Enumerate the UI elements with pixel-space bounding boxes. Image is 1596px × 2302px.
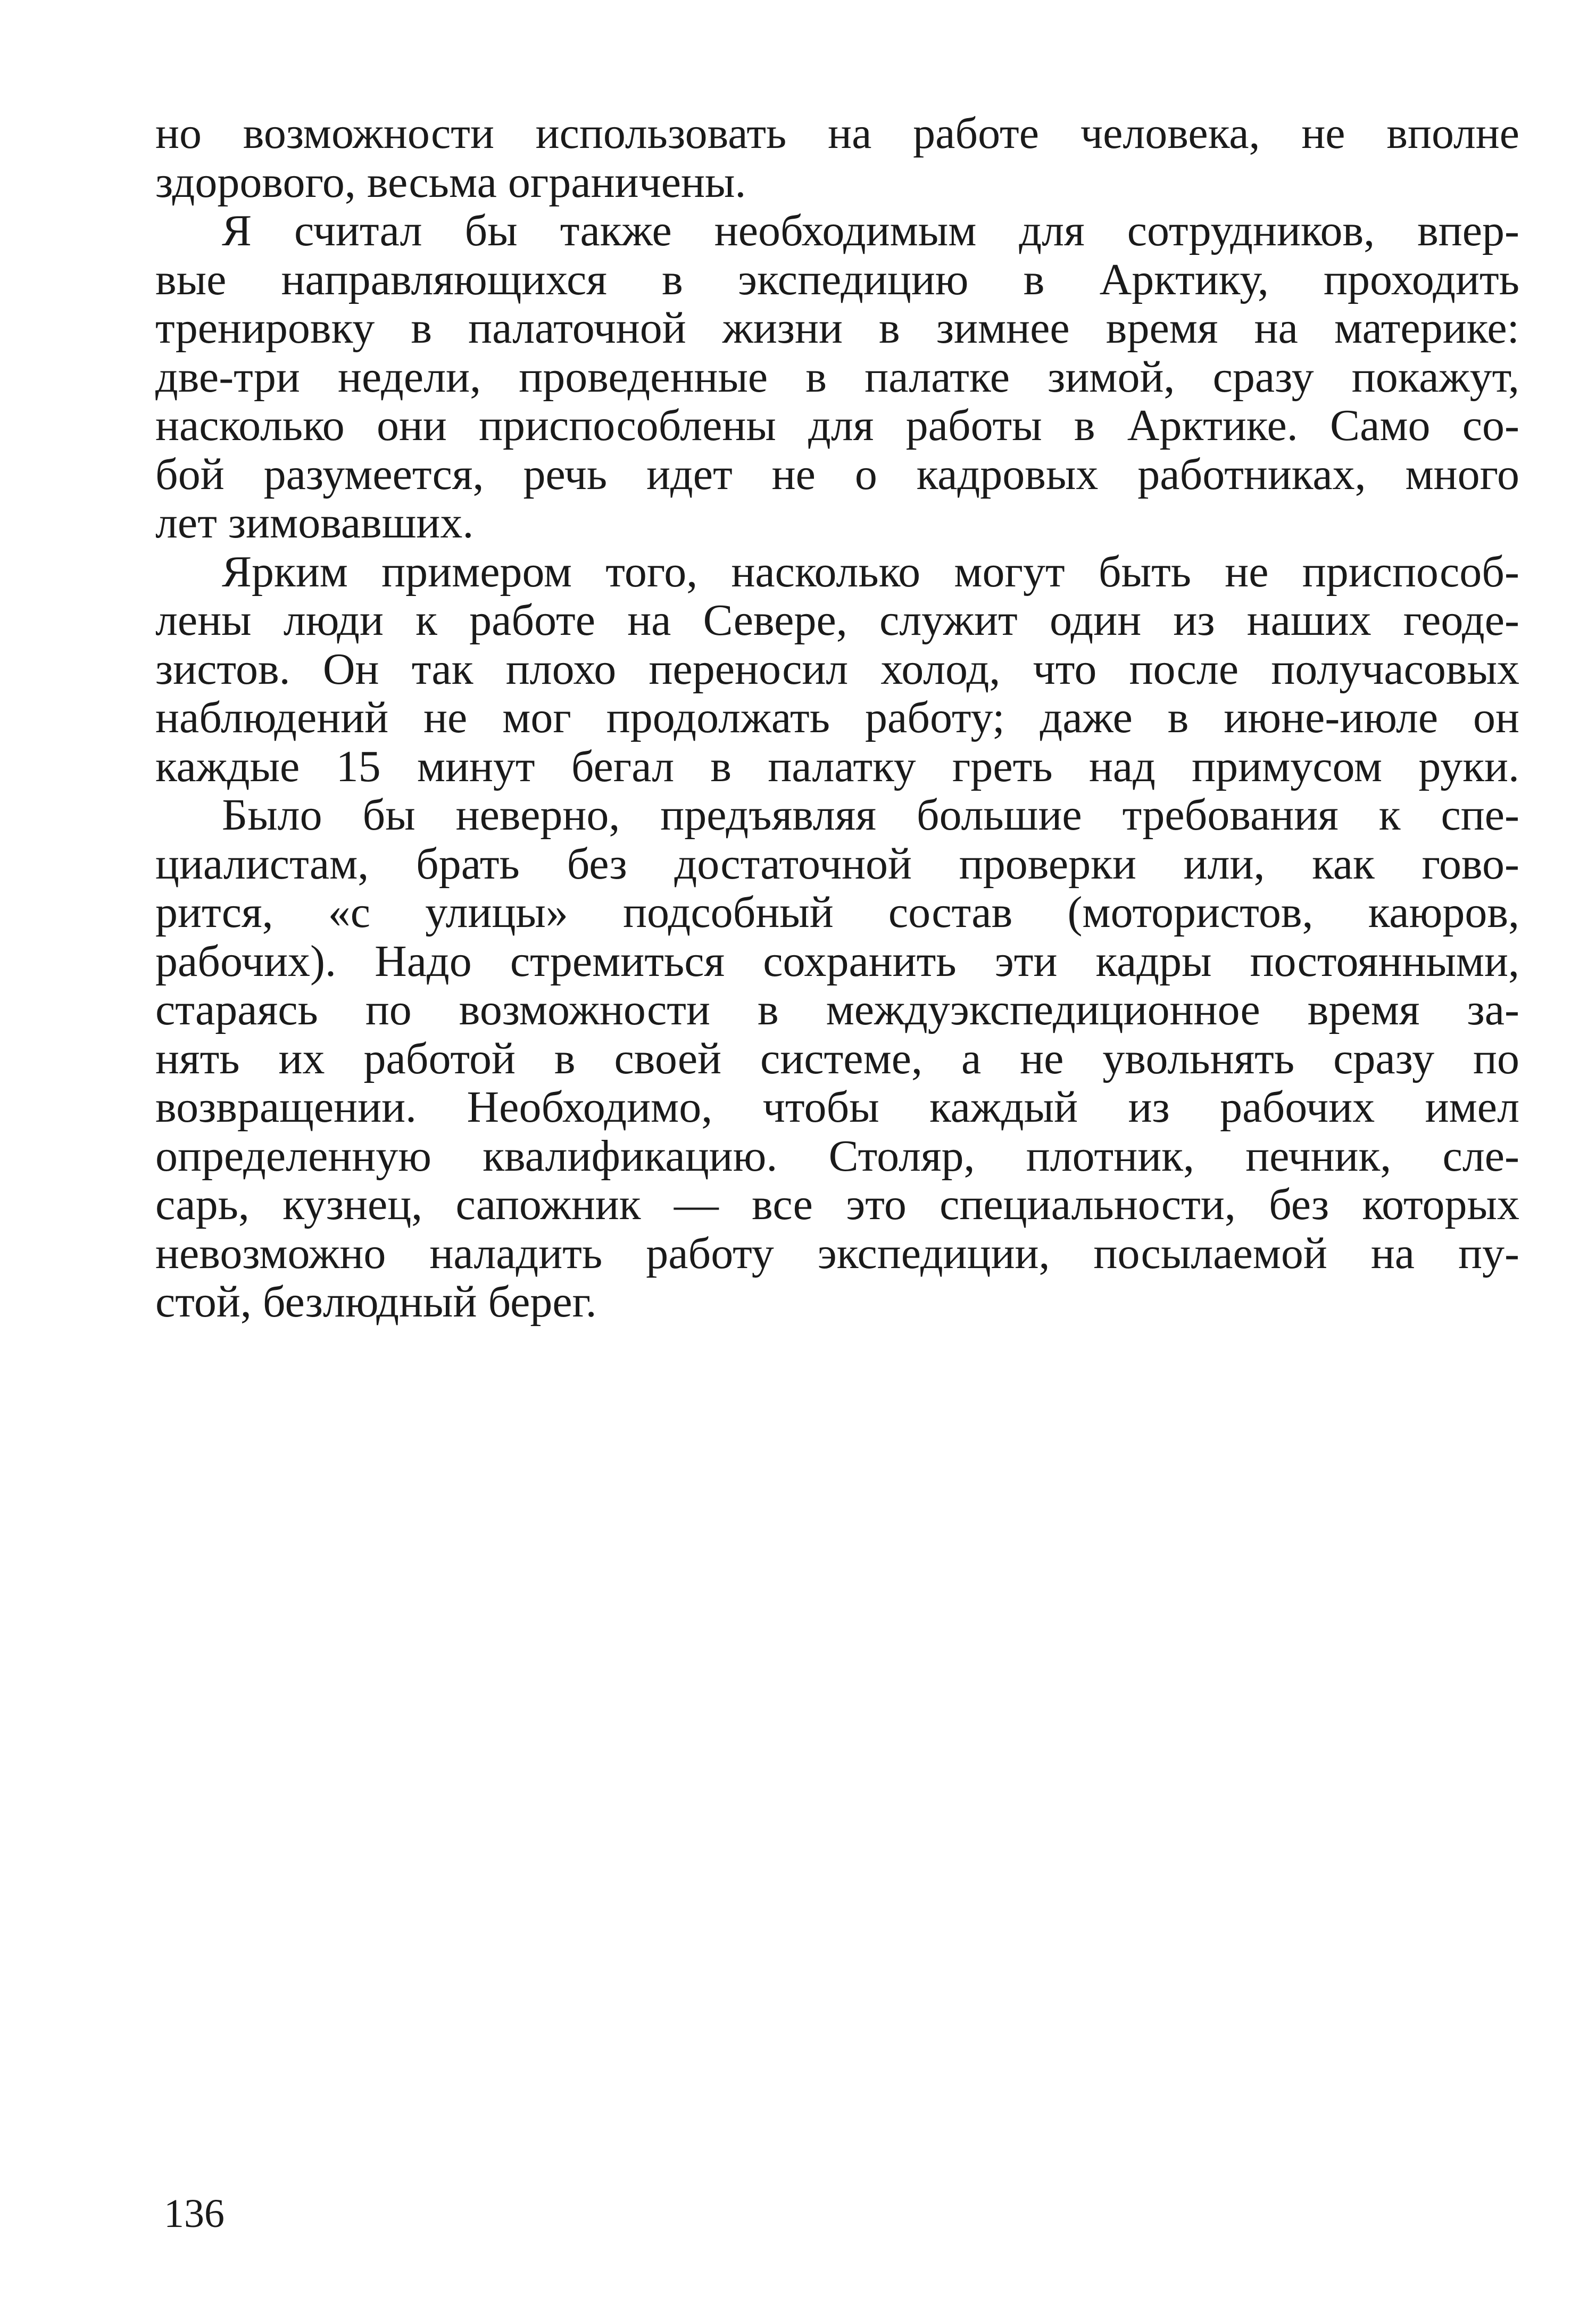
- body-text: [155, 109, 1519, 1327]
- text-line: циалистам, брать без достаточной проверки или, как гово-: [155, 839, 1519, 889]
- text-line: тренировку в палаточной жизни в зимнее время на материке:: [155, 303, 1519, 353]
- text-line: Я считал бы также необходимым для сотрудников, впер-: [222, 206, 1519, 255]
- text-line: определенную квалификацию. Столяр, плотник, печник, сле-: [155, 1131, 1519, 1181]
- text-line: лет зимовавших.: [155, 498, 474, 548]
- text-line: рится, «с улицы» подсобный состав (мотористов, каюров,: [155, 888, 1519, 937]
- text-line: бой разумеется, речь идет не о кадровых работниках, много: [155, 449, 1519, 499]
- text-line: сарь, кузнец, сапожник — все это специальности, без которых: [155, 1180, 1519, 1229]
- text-line: лены люди к работе на Севере, служит один из наших геоде-: [155, 595, 1519, 645]
- text-line: насколько они приспособлены для работы в Арктике. Само со-: [155, 401, 1519, 450]
- text-line: но возможности использовать на работе человека, не вполне: [155, 109, 1519, 158]
- text-line: стараясь по возможности в междуэкспедиционное время за-: [155, 985, 1519, 1034]
- text-line: возвращении. Необходимо, чтобы каждый из рабочих имел: [155, 1082, 1519, 1132]
- text-line: стой, безлюдный берег.: [155, 1277, 597, 1327]
- text-line: каждые 15 минут бегал в палатку греть над примусом руки.: [155, 741, 1519, 791]
- text-line: невозможно наладить работу экспедиции, посылаемой на пу-: [155, 1228, 1519, 1278]
- text-line: зистов. Он так плохо переносил холод, что после получасовых: [155, 644, 1519, 694]
- text-line: нять их работой в своей системе, а не увольнять сразу по: [155, 1033, 1519, 1083]
- text-line: Было бы неверно, предъявляя большие требования к спе-: [222, 790, 1519, 840]
- text-line: вые направляющихся в экспедицию в Арктику, проходить: [155, 254, 1519, 304]
- text-line: две-три недели, проведенные в палатке зимой, сразу покажут,: [155, 352, 1519, 402]
- text-line: рабочих). Надо стремиться сохранить эти кадры постоянными,: [155, 936, 1519, 986]
- text-line: Ярким примером того, насколько могут быть не приспособ-: [222, 546, 1519, 597]
- page-number: 136: [164, 2191, 225, 2236]
- text-line: здорового, весьма ограничены.: [155, 157, 746, 207]
- text-line: наблюдений не мог продолжать работу; даже в июне-июле он: [155, 693, 1519, 742]
